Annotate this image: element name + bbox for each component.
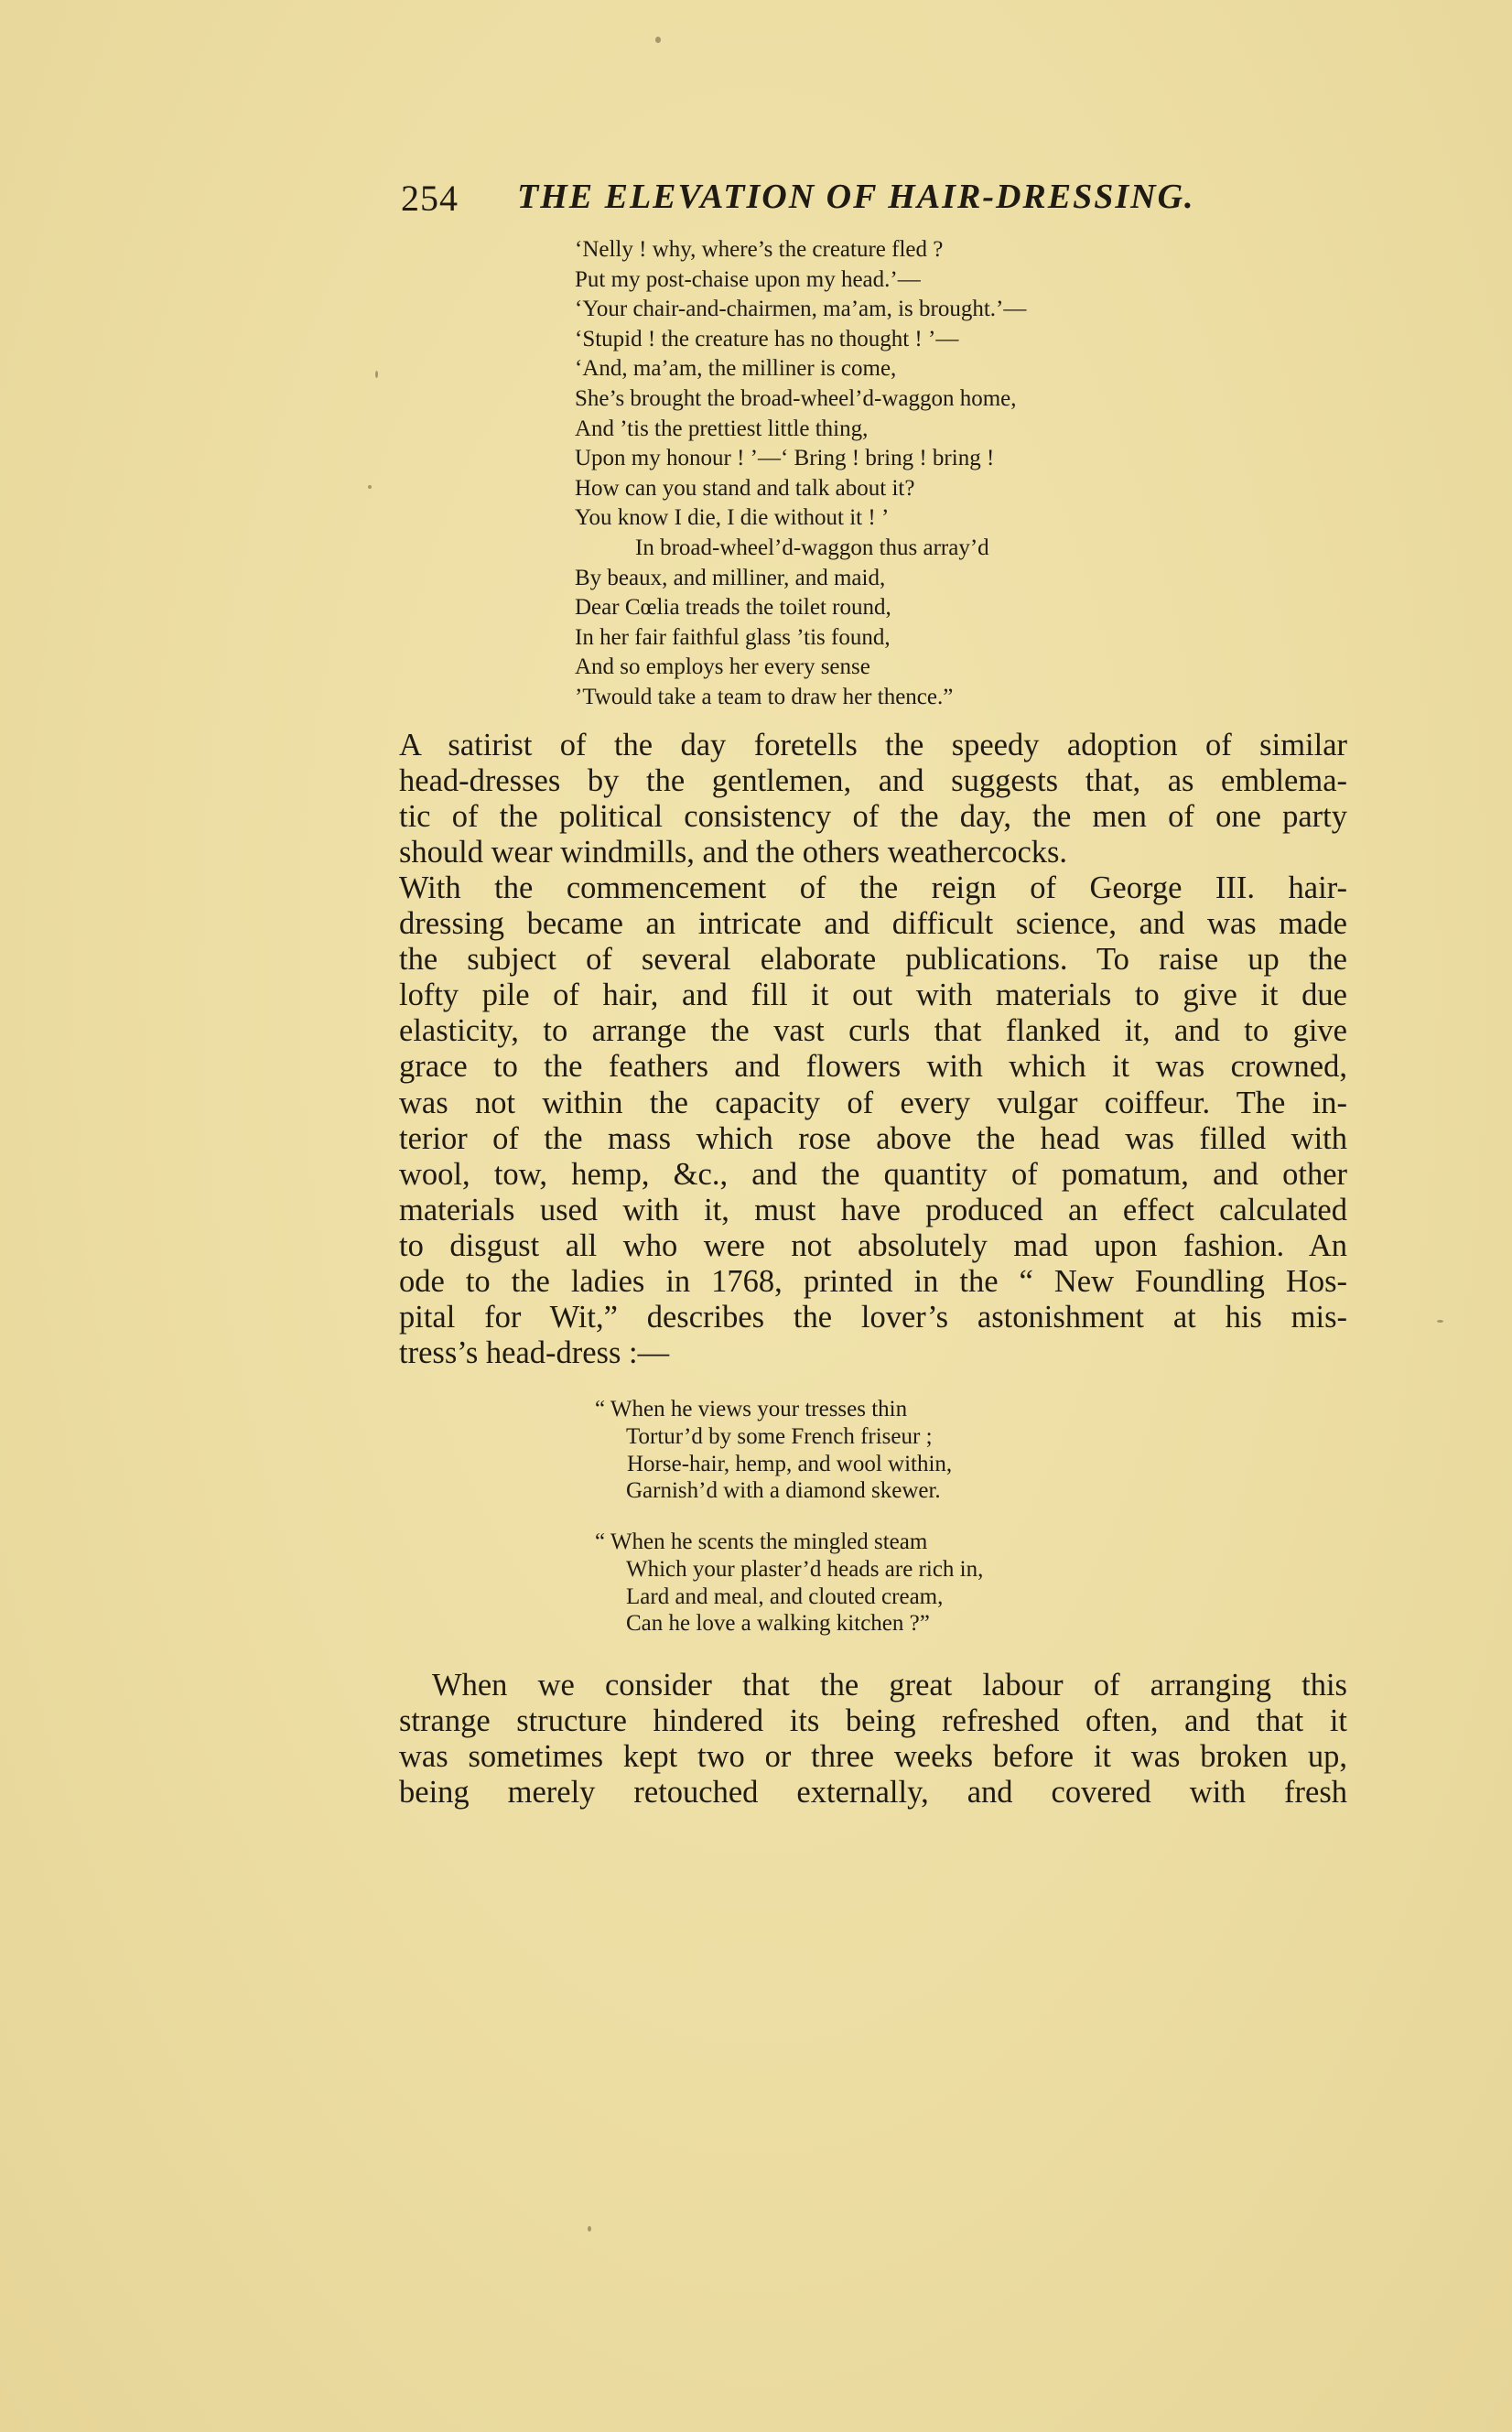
verse-line: Which your plaster’d heads are rich in,: [626, 1556, 984, 1582]
poem-line: ‘Stupid ! the creature has no thought ! ’—: [575, 326, 959, 351]
text-line: pital for Wit,” describes the lover’s astonishment at his mis-: [399, 1300, 1347, 1335]
running-title: THE ELEVATION OF HAIR-DRESSING.: [517, 178, 1195, 216]
paper-speck: [1437, 1320, 1443, 1323]
poem-line: In broad-wheel’d-waggon thus array’d: [635, 535, 989, 560]
poem-line: ‘And, ma’am, the milliner is come,: [575, 356, 897, 382]
poem-line: ’Twould take a team to draw her thence.”: [575, 684, 954, 709]
text-line: grace to the feathers and flowers with which it was crowned,: [399, 1049, 1347, 1085]
text-line: to disgust all who were not absolutely mad upon fashion. An: [399, 1227, 1347, 1263]
text-line: strange structure hindered its being refreshed often, and that it: [399, 1703, 1347, 1739]
ode-stanza-2: [595, 1529, 1236, 1638]
page-number: 254: [401, 178, 459, 219]
text-line: lofty pile of hair, and fill it out with materials to give it due: [399, 978, 1347, 1013]
verse-line: Garnish’d with a diamond skewer.: [626, 1478, 941, 1504]
paper-speck: [588, 2226, 591, 2232]
text-line: elasticity, to arrange the vast curls that flanked it, and to give: [399, 1013, 1347, 1049]
text-line: was sometimes kept two or three weeks before it was broken up,: [399, 1739, 1347, 1775]
text-line: A satirist of the day foretells the speedy adoption of similar: [399, 728, 1347, 762]
text-line: wool, tow, hemp, &c., and the quantity of pomatum, and other: [399, 1156, 1347, 1192]
poem-line: ‘Your chair-and-chairmen, ma’am, is brought.’—: [575, 297, 1027, 322]
verse-line: Horse-hair, hemp, and wool within,: [627, 1451, 953, 1476]
poem-line: Put my post-chaise upon my head.’—: [575, 266, 921, 292]
text-line: When we consider that the great labour of arranging this: [432, 1668, 1347, 1702]
text-line: terior of the mass which rose above the head was filled with: [399, 1120, 1347, 1156]
paragraph-george-iii: [399, 870, 1347, 1371]
text-line: tress’s head-dress :—: [399, 1335, 670, 1371]
verse-line: Tortur’d by some French friseur ;: [626, 1423, 933, 1449]
verse-line: Lard and meal, and clouted cream,: [626, 1584, 944, 1609]
text-line: ode to the ladies in 1768, printed in the “ New Foundling Hos-: [399, 1264, 1347, 1300]
poem-line: How can you stand and talk about it?: [575, 475, 915, 501]
ode-stanza-1: [595, 1396, 1236, 1505]
text-line: materials used with it, must have produced an effect calculated: [399, 1192, 1347, 1227]
paper-speck: [375, 371, 378, 378]
text-line: head-dresses by the gentlemen, and suggests that, as emblema-: [399, 763, 1347, 799]
verse-line: “ When he scents the mingled steam: [595, 1529, 928, 1554]
poem-line: And ’tis the prettiest little thing,: [575, 416, 869, 441]
poem-line: And so employs her every sense: [575, 654, 870, 680]
poem-block: [575, 235, 1307, 713]
paper-speck: [368, 485, 372, 489]
poem-line: In her fair faithful glass ’tis found,: [575, 624, 891, 650]
text-line: the subject of several elaborate publications. To raise up the: [399, 942, 1347, 978]
text-line: should wear windmills, and the others weathercocks.: [399, 835, 1068, 870]
text-line: was not within the capacity of every vulgar coiffeur. The in-: [399, 1085, 1347, 1120]
verse-line: “ When he views your tresses thin: [595, 1397, 908, 1421]
paragraph-structure: [399, 1668, 1347, 1810]
page-header: [401, 177, 1316, 224]
poem-line: Upon my honour ! ’—‘ Bring ! bring ! bring !: [575, 446, 995, 471]
verse-line: Can he love a walking kitchen ?”: [626, 1611, 930, 1637]
poem-line: You know I die, I die without it ! ’: [575, 505, 890, 531]
text-line: being merely retouched externally, and covered with fresh: [399, 1775, 1347, 1810]
text-line: With the commencement of the reign of George III. hair-: [399, 870, 1347, 905]
poem-line: Dear Cœlia treads the toilet round,: [575, 595, 891, 621]
paper-speck: [655, 37, 661, 43]
poem-line: By beaux, and milliner, and maid,: [575, 565, 886, 590]
poem-line: She’s brought the broad-wheel’d-waggon home,: [575, 385, 1017, 411]
poem-line: ‘Nelly ! why, where’s the creature fled ?: [575, 237, 944, 262]
text-line: tic of the political consistency of the day, the men of one party: [399, 799, 1347, 835]
paragraph-satirist: [399, 728, 1347, 870]
text-line: dressing became an intricate and difficult science, and was made: [399, 906, 1347, 942]
